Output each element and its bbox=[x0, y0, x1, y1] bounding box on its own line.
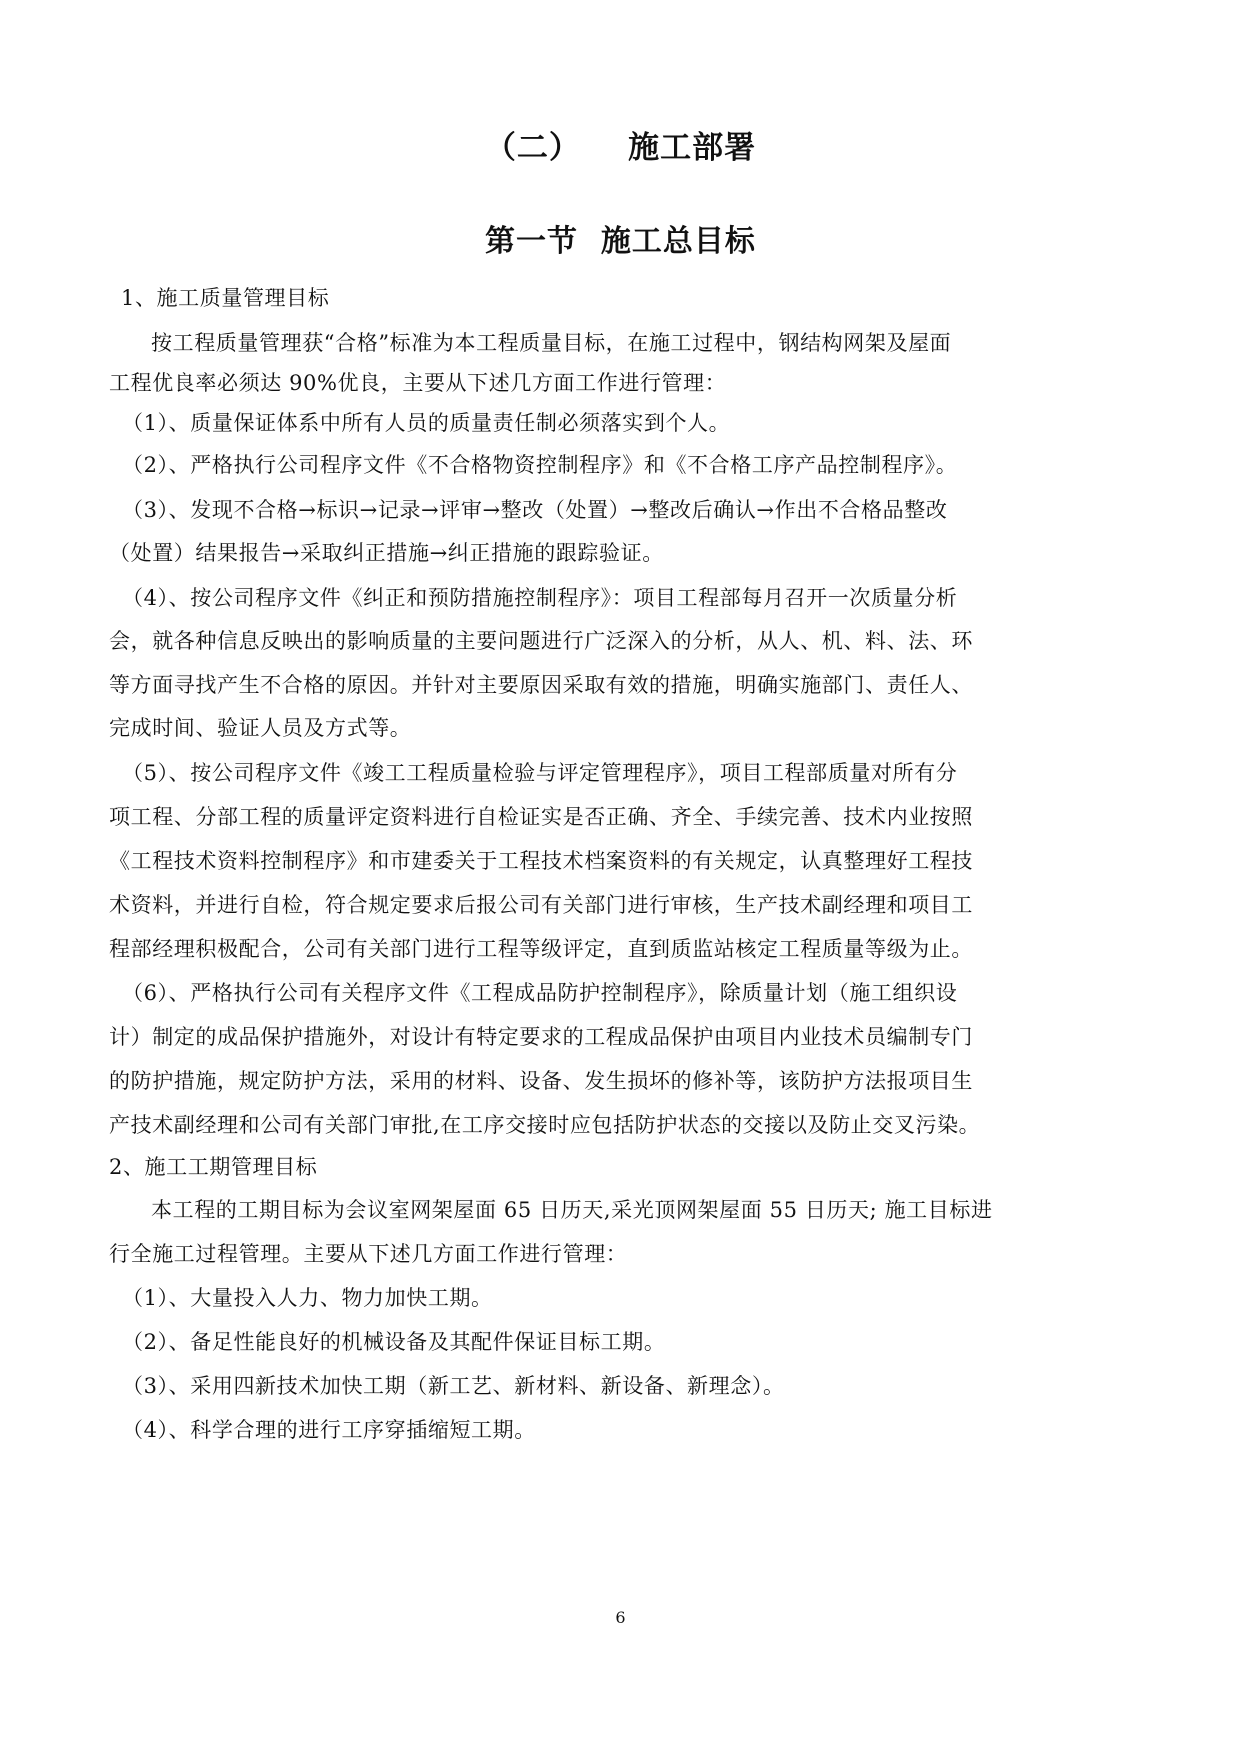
list-item: （2）、备足性能良好的机械设备及其配件保证目标工期。 bbox=[122, 1330, 666, 1354]
heading-quality-goal: 1、施工质量管理目标 bbox=[121, 286, 330, 310]
paragraph-line: 程部经理积极配合，公司有关部门进行工程等级评定，直到质监站核定工程质量等级为止。 bbox=[109, 937, 973, 961]
paragraph-line: 计）制定的成品保护措施外，对设计有特定要求的工程成品保护由项目内业技术员编制专门 bbox=[109, 1025, 973, 1049]
list-item: （6）、严格执行公司有关程序文件《工程成品防护控制程序》，除质量计划（施工组织设 bbox=[122, 981, 958, 1005]
paragraph-line: 项工程、分部工程的质量评定资料进行自检证实是否正确、齐全、手续完善、技术内业按照 bbox=[109, 805, 973, 829]
chapter-title: （二） 施工部署 bbox=[484, 130, 757, 166]
paragraph-line: 按工程质量管理获“合格”标准为本工程质量目标，在施工过程中，钢结构网架及屋面 bbox=[151, 331, 952, 355]
paragraph-line: 《工程技术资料控制程序》和市建委关于工程技术档案资料的有关规定，认真整理好工程技 bbox=[109, 849, 973, 873]
paragraph-line: 会，就各种信息反映出的影响质量的主要问题进行广泛深入的分析，从人、机、料、法、环 bbox=[109, 629, 973, 653]
paragraph-line: 完成时间、验证人员及方式等。 bbox=[109, 716, 412, 740]
heading-schedule-goal: 2、施工工期管理目标 bbox=[109, 1155, 318, 1179]
paragraph-line: 术资料，并进行自检，符合规定要求后报公司有关部门进行审核，生产技术副经理和项目工 bbox=[109, 893, 973, 917]
page-number: 6 bbox=[615, 1608, 626, 1627]
list-item: （4）、科学合理的进行工序穿插缩短工期。 bbox=[122, 1418, 536, 1442]
paragraph-line: 产技术副经理和公司有关部门审批,在工序交接时应包括防护状态的交接以及防止交叉污染。 bbox=[109, 1113, 981, 1137]
paragraph-line: 等方面寻找产生不合格的原因。并针对主要原因采取有效的措施，明确实施部门、责任人、 bbox=[109, 673, 973, 697]
paragraph-line: 本工程的工期目标为会议室网架屋面 65 日历天,采光顶网架屋面 55 日历天; 施工目标进 bbox=[151, 1198, 993, 1222]
list-item: （2）、严格执行公司程序文件《不合格物资控制程序》和《不合格工序产品控制程序》。 bbox=[122, 453, 958, 477]
list-item: （1）、大量投入人力、物力加快工期。 bbox=[122, 1286, 493, 1310]
paragraph-line: 行全施工过程管理。主要从下述几方面工作进行管理： bbox=[109, 1242, 628, 1266]
paragraph-line: 的防护措施，规定防护方法，采用的材料、设备、发生损坏的修补等，该防护方法报项目生 bbox=[109, 1069, 973, 1093]
list-item: （5）、按公司程序文件《竣工工程质量检验与评定管理程序》，项目工程部质量对所有分 bbox=[122, 761, 958, 785]
list-item: （3）、发现不合格→标识→记录→评审→整改（处置）→整改后确认→作出不合格品整改 bbox=[122, 498, 948, 522]
paragraph-line: （处置）结果报告→采取纠正措施→纠正措施的跟踪验证。 bbox=[109, 541, 664, 565]
list-item: （4）、按公司程序文件《纠正和预防措施控制程序》：项目工程部每月召开一次质量分析 bbox=[122, 586, 958, 610]
section-title: 第一节 施工总目标 bbox=[485, 224, 756, 259]
list-item: （1）、质量保证体系中所有人员的质量责任制必须落实到个人。 bbox=[122, 411, 731, 435]
list-item: （3）、采用四新技术加快工期（新工艺、新材料、新设备、新理念）。 bbox=[122, 1374, 785, 1398]
paragraph-line: 工程优良率必须达 90%优良，主要从下述几方面工作进行管理： bbox=[109, 371, 727, 395]
